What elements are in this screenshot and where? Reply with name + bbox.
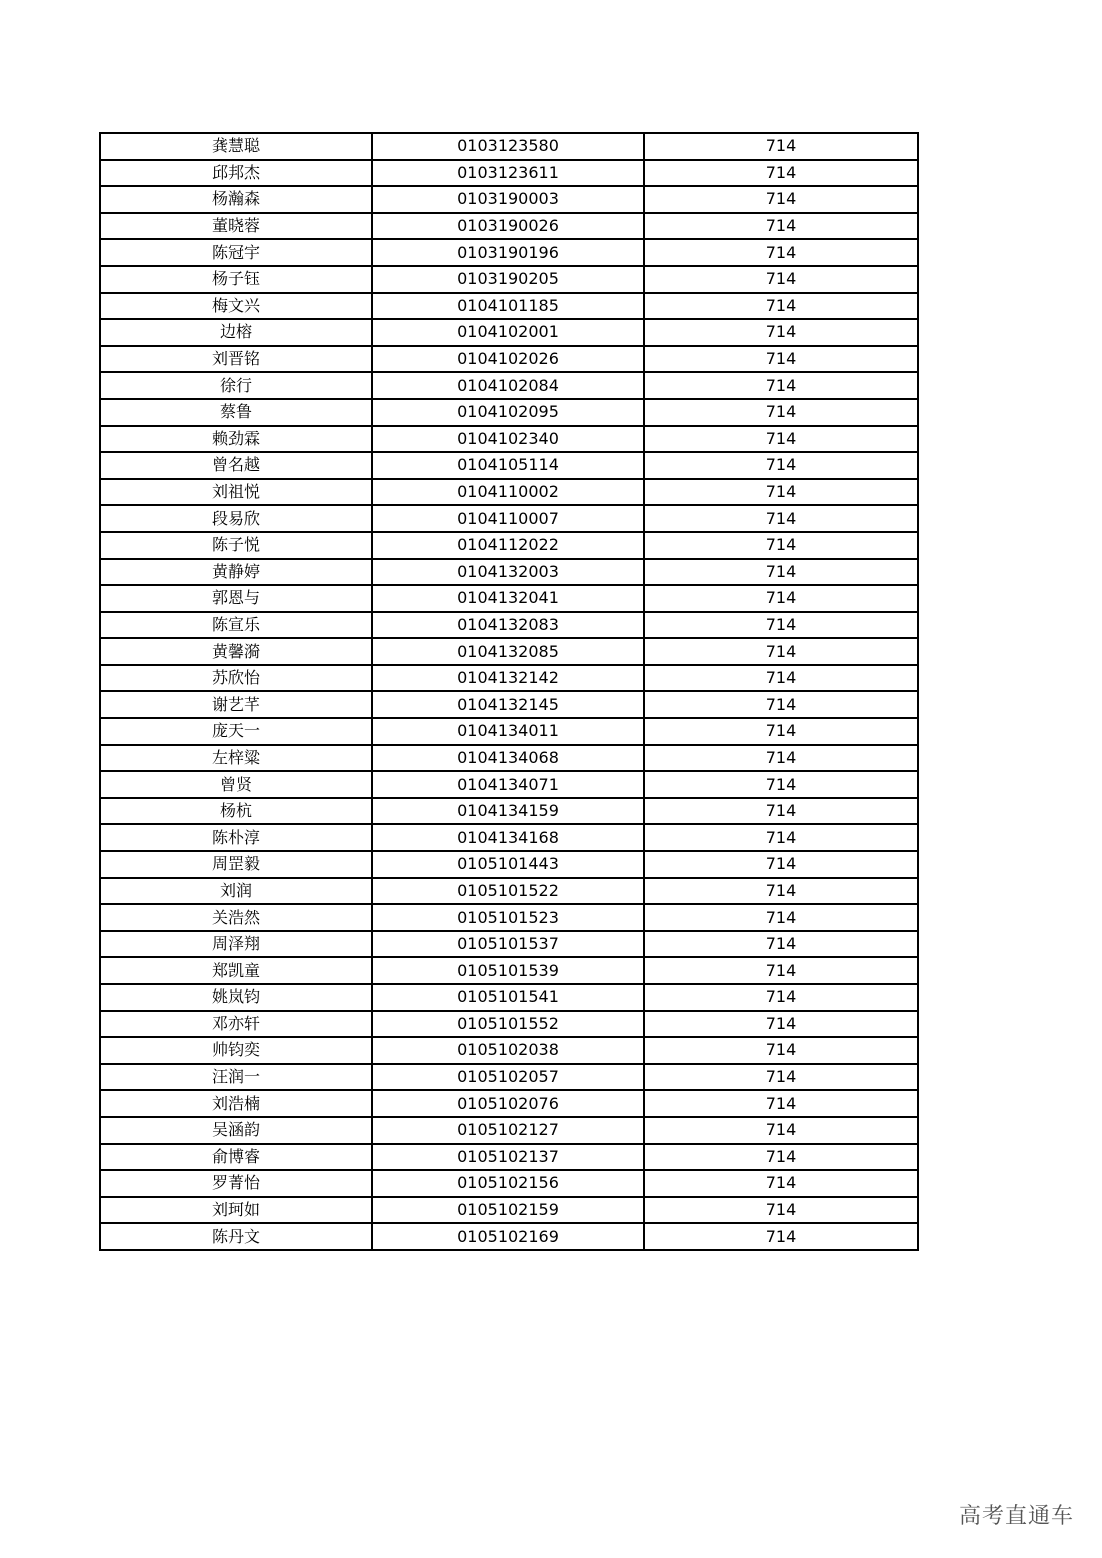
student-name-cell: 龚慧聪 bbox=[100, 133, 372, 160]
exam-id-cell: 0104132142 bbox=[372, 665, 644, 692]
score-cell: 714 bbox=[644, 931, 918, 958]
student-name-cell: 周罡毅 bbox=[100, 851, 372, 878]
exam-id-cell: 0103123580 bbox=[372, 133, 644, 160]
table-row bbox=[100, 559, 918, 586]
table-row bbox=[100, 213, 918, 240]
table-row bbox=[100, 638, 918, 665]
table-row bbox=[100, 771, 918, 798]
student-name-cell: 陈朴淳 bbox=[100, 824, 372, 851]
student-name-cell: 陈子悦 bbox=[100, 532, 372, 559]
exam-id-cell: 0104134068 bbox=[372, 745, 644, 772]
exam-id-cell: 0104134071 bbox=[372, 771, 644, 798]
table-row bbox=[100, 612, 918, 639]
student-name-cell: 谢艺芊 bbox=[100, 691, 372, 718]
table-row bbox=[100, 452, 918, 479]
score-cell: 714 bbox=[644, 665, 918, 692]
score-cell: 714 bbox=[644, 479, 918, 506]
score-cell: 714 bbox=[644, 957, 918, 984]
student-name-cell: 郭恩与 bbox=[100, 585, 372, 612]
table-row bbox=[100, 1064, 918, 1091]
table-row bbox=[100, 505, 918, 532]
score-cell: 714 bbox=[644, 638, 918, 665]
table-row bbox=[100, 293, 918, 320]
score-cell: 714 bbox=[644, 133, 918, 160]
score-cell: 714 bbox=[644, 532, 918, 559]
exam-id-cell: 0104102340 bbox=[372, 426, 644, 453]
score-cell: 714 bbox=[644, 1170, 918, 1197]
exam-id-cell: 0104132003 bbox=[372, 559, 644, 586]
exam-id-cell: 0105101537 bbox=[372, 931, 644, 958]
score-cell: 714 bbox=[644, 1223, 918, 1250]
student-name-cell: 罗菁怡 bbox=[100, 1170, 372, 1197]
student-name-cell: 俞博睿 bbox=[100, 1144, 372, 1171]
exam-id-cell: 0105101523 bbox=[372, 904, 644, 931]
score-cell: 714 bbox=[644, 372, 918, 399]
table-row bbox=[100, 532, 918, 559]
exam-id-cell: 0105102127 bbox=[372, 1117, 644, 1144]
student-name-cell: 刘祖悦 bbox=[100, 479, 372, 506]
student-name-cell: 蔡鲁 bbox=[100, 399, 372, 426]
score-cell: 714 bbox=[644, 399, 918, 426]
exam-id-cell: 0104102026 bbox=[372, 346, 644, 373]
table-row bbox=[100, 1170, 918, 1197]
exam-id-cell: 0104110002 bbox=[372, 479, 644, 506]
student-name-cell: 赖劲霖 bbox=[100, 426, 372, 453]
table-row bbox=[100, 1011, 918, 1038]
watermark-text: 高考直通车 bbox=[958, 1504, 1074, 1529]
score-cell: 714 bbox=[644, 1117, 918, 1144]
table-row bbox=[100, 851, 918, 878]
student-name-cell: 周泽翔 bbox=[100, 931, 372, 958]
score-cell: 714 bbox=[644, 798, 918, 825]
table-row bbox=[100, 1223, 918, 1250]
student-name-cell: 黄馨漪 bbox=[100, 638, 372, 665]
student-name-cell: 梅文兴 bbox=[100, 293, 372, 320]
score-cell: 714 bbox=[644, 346, 918, 373]
score-cell: 714 bbox=[644, 239, 918, 266]
score-cell: 714 bbox=[644, 426, 918, 453]
student-name-cell: 左梓粱 bbox=[100, 745, 372, 772]
score-cell: 714 bbox=[644, 585, 918, 612]
student-name-cell: 徐行 bbox=[100, 372, 372, 399]
exam-id-cell: 0105102156 bbox=[372, 1170, 644, 1197]
table-row bbox=[100, 798, 918, 825]
student-name-cell: 帅钧奕 bbox=[100, 1037, 372, 1064]
score-cell: 714 bbox=[644, 771, 918, 798]
exam-id-cell: 0105102076 bbox=[372, 1090, 644, 1117]
table-row bbox=[100, 1144, 918, 1171]
exam-id-cell: 0104132145 bbox=[372, 691, 644, 718]
table-row bbox=[100, 665, 918, 692]
student-name-cell: 董晓蓉 bbox=[100, 213, 372, 240]
score-cell: 714 bbox=[644, 452, 918, 479]
table-row bbox=[100, 931, 918, 958]
exam-id-cell: 0104134168 bbox=[372, 824, 644, 851]
score-cell: 714 bbox=[644, 1144, 918, 1171]
table-row bbox=[100, 399, 918, 426]
student-name-cell: 邓亦轩 bbox=[100, 1011, 372, 1038]
student-name-cell: 庞天一 bbox=[100, 718, 372, 745]
student-name-cell: 刘晋铭 bbox=[100, 346, 372, 373]
exam-id-cell: 0105101522 bbox=[372, 878, 644, 905]
student-name-cell: 陈丹文 bbox=[100, 1223, 372, 1250]
exam-id-cell: 0104132041 bbox=[372, 585, 644, 612]
score-cell: 714 bbox=[644, 1197, 918, 1224]
student-name-cell: 杨杭 bbox=[100, 798, 372, 825]
score-cell: 714 bbox=[644, 160, 918, 187]
table-row bbox=[100, 1037, 918, 1064]
table-row bbox=[100, 186, 918, 213]
student-name-cell: 吴涵韵 bbox=[100, 1117, 372, 1144]
table-row bbox=[100, 878, 918, 905]
student-name-cell: 曾贤 bbox=[100, 771, 372, 798]
score-cell: 714 bbox=[644, 1011, 918, 1038]
score-cell: 714 bbox=[644, 505, 918, 532]
score-cell: 714 bbox=[644, 213, 918, 240]
table-row bbox=[100, 745, 918, 772]
table-row bbox=[100, 585, 918, 612]
student-name-cell: 姚岚钧 bbox=[100, 984, 372, 1011]
score-cell: 714 bbox=[644, 878, 918, 905]
student-name-cell: 曾名越 bbox=[100, 452, 372, 479]
table-row bbox=[100, 160, 918, 187]
score-cell: 714 bbox=[644, 612, 918, 639]
score-cell: 714 bbox=[644, 1064, 918, 1091]
score-cell: 714 bbox=[644, 293, 918, 320]
exam-id-cell: 0105102038 bbox=[372, 1037, 644, 1064]
table-row bbox=[100, 239, 918, 266]
table-row bbox=[100, 984, 918, 1011]
score-cell: 714 bbox=[644, 851, 918, 878]
score-cell: 714 bbox=[644, 319, 918, 346]
student-name-cell: 汪润一 bbox=[100, 1064, 372, 1091]
student-name-cell: 段易欣 bbox=[100, 505, 372, 532]
exam-id-cell: 0105102159 bbox=[372, 1197, 644, 1224]
exam-id-cell: 0103190003 bbox=[372, 186, 644, 213]
score-table-body bbox=[100, 133, 918, 1250]
student-name-cell: 邱邦杰 bbox=[100, 160, 372, 187]
student-name-cell: 苏欣怡 bbox=[100, 665, 372, 692]
student-name-cell: 刘珂如 bbox=[100, 1197, 372, 1224]
student-name-cell: 刘浩楠 bbox=[100, 1090, 372, 1117]
student-name-cell: 黄静婷 bbox=[100, 559, 372, 586]
exam-id-cell: 0105101443 bbox=[372, 851, 644, 878]
table-row bbox=[100, 372, 918, 399]
table-row bbox=[100, 691, 918, 718]
student-name-cell: 陈宣乐 bbox=[100, 612, 372, 639]
table-row bbox=[100, 426, 918, 453]
exam-id-cell: 0105102137 bbox=[372, 1144, 644, 1171]
score-cell: 714 bbox=[644, 984, 918, 1011]
score-cell: 714 bbox=[644, 186, 918, 213]
exam-id-cell: 0104132083 bbox=[372, 612, 644, 639]
score-table bbox=[99, 132, 919, 1251]
score-cell: 714 bbox=[644, 1037, 918, 1064]
table-row bbox=[100, 346, 918, 373]
table-row bbox=[100, 1117, 918, 1144]
exam-id-cell: 0105101552 bbox=[372, 1011, 644, 1038]
exam-id-cell: 0104101185 bbox=[372, 293, 644, 320]
table-row bbox=[100, 718, 918, 745]
table-row bbox=[100, 1197, 918, 1224]
student-name-cell: 郑凯童 bbox=[100, 957, 372, 984]
student-name-cell: 边榕 bbox=[100, 319, 372, 346]
exam-id-cell: 0104112022 bbox=[372, 532, 644, 559]
score-cell: 714 bbox=[644, 691, 918, 718]
exam-id-cell: 0104102095 bbox=[372, 399, 644, 426]
student-name-cell: 陈冠宇 bbox=[100, 239, 372, 266]
score-cell: 714 bbox=[644, 266, 918, 293]
exam-id-cell: 0104102084 bbox=[372, 372, 644, 399]
exam-id-cell: 0103190196 bbox=[372, 239, 644, 266]
exam-id-cell: 0104132085 bbox=[372, 638, 644, 665]
table-row bbox=[100, 266, 918, 293]
exam-id-cell: 0105102169 bbox=[372, 1223, 644, 1250]
table-row bbox=[100, 1090, 918, 1117]
score-cell: 714 bbox=[644, 1090, 918, 1117]
student-name-cell: 杨子钰 bbox=[100, 266, 372, 293]
student-name-cell: 杨瀚森 bbox=[100, 186, 372, 213]
table-row bbox=[100, 824, 918, 851]
exam-id-cell: 0104110007 bbox=[372, 505, 644, 532]
exam-id-cell: 0104102001 bbox=[372, 319, 644, 346]
exam-id-cell: 0103190205 bbox=[372, 266, 644, 293]
exam-id-cell: 0104134159 bbox=[372, 798, 644, 825]
table-row bbox=[100, 133, 918, 160]
score-cell: 714 bbox=[644, 824, 918, 851]
table-row bbox=[100, 319, 918, 346]
table-row bbox=[100, 904, 918, 931]
exam-id-cell: 0105101541 bbox=[372, 984, 644, 1011]
score-cell: 714 bbox=[644, 745, 918, 772]
score-cell: 714 bbox=[644, 904, 918, 931]
exam-id-cell: 0103190026 bbox=[372, 213, 644, 240]
student-name-cell: 关浩然 bbox=[100, 904, 372, 931]
exam-id-cell: 0105101539 bbox=[372, 957, 644, 984]
score-cell: 714 bbox=[644, 718, 918, 745]
table-row bbox=[100, 479, 918, 506]
exam-id-cell: 0104134011 bbox=[372, 718, 644, 745]
exam-id-cell: 0104105114 bbox=[372, 452, 644, 479]
exam-id-cell: 0103123611 bbox=[372, 160, 644, 187]
table-row bbox=[100, 957, 918, 984]
student-name-cell: 刘润 bbox=[100, 878, 372, 905]
score-cell: 714 bbox=[644, 559, 918, 586]
exam-id-cell: 0105102057 bbox=[372, 1064, 644, 1091]
